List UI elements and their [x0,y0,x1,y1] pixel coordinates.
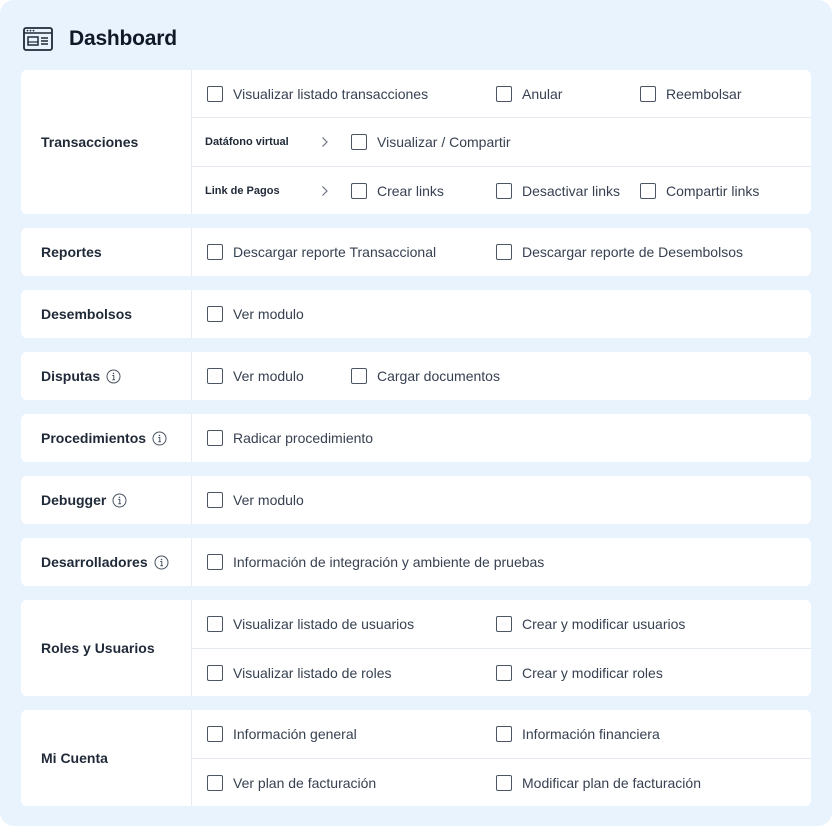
permission-row [192,117,811,165]
permission-label: Crear y modificar usuarios [522,616,686,632]
section-label-text: Debugger [41,492,107,508]
section-label-text: Transacciones [41,134,139,150]
checkbox[interactable] [496,616,512,632]
permission-visualizar-roles[interactable] [207,649,392,697]
permission-desembolsos-ver-modulo[interactable] [207,290,304,338]
checkbox[interactable] [207,616,223,632]
permission-label: Desactivar links [522,182,621,199]
permission-label: Cargar documentos [377,368,500,384]
permission-crear-links[interactable] [351,167,444,215]
section-label [21,290,192,338]
permission-row [192,648,811,697]
checkbox[interactable] [207,244,223,260]
section-mi-cuenta [21,710,811,806]
checkbox[interactable] [207,775,223,791]
permission-row [192,166,811,214]
permission-row [192,710,811,758]
permission-row [192,228,811,276]
info-icon[interactable] [112,493,127,508]
section-label [21,710,192,806]
permission-label: Reembolsar [666,86,742,102]
permission-disputas-ver-modulo[interactable] [207,352,304,400]
permission-row [192,538,811,586]
permission-row [192,414,811,462]
permission-label: Descargar reporte de Desembolsos [522,244,743,260]
permission-reporte-transaccional[interactable] [207,228,436,276]
section-label [21,538,192,586]
section-roles-usuarios [21,600,811,696]
permission-visualizar-transacciones[interactable] [207,70,428,118]
page-title: Dashboard [69,27,177,50]
permission-row [192,352,811,400]
checkbox[interactable] [351,183,367,199]
section-reportes [21,228,811,276]
permission-label: Ver plan de facturación [233,774,377,791]
permission-label: Visualizar listado de roles [233,664,392,681]
section-desembolsos [21,290,811,338]
section-procedimientos [21,414,811,462]
permission-label: Crear links [377,182,444,199]
section-label [21,476,192,524]
section-label-text: Mi Cuenta [41,750,108,766]
section-debugger [21,476,811,524]
checkbox[interactable] [496,665,512,681]
permission-label: Información financiera [522,726,660,742]
permission-row [192,290,811,338]
permission-modificar-plan-facturacion[interactable] [496,759,701,807]
checkbox[interactable] [207,665,223,681]
checkbox[interactable] [496,775,512,791]
section-label-text: Procedimientos [41,430,147,446]
section-desarrolladores [21,538,811,586]
checkbox[interactable] [207,554,223,570]
permission-row [192,70,811,117]
checkbox[interactable] [496,244,512,260]
section-label [21,228,192,276]
permission-label: Información de integración y ambiente de pruebas [233,554,545,570]
chevron-right-icon [321,118,329,166]
permission-label: Descargar reporte Transaccional [233,244,437,260]
permission-cargar-documentos[interactable] [351,352,500,400]
permission-row [192,476,811,524]
permission-anular[interactable] [496,70,562,118]
section-label-text: Desembolsos [41,306,133,322]
section-label-text: Disputas [41,368,101,384]
sub-category-datafono: Datáfono virtual [205,136,289,149]
page-header [23,24,177,54]
sub-category-link-de-pagos: Link de Pagos [205,184,280,197]
info-icon[interactable] [152,431,167,446]
section-label-text: Reportes [41,244,102,260]
checkbox[interactable] [207,368,223,384]
permission-informacion-financiera[interactable] [496,710,660,758]
checkbox[interactable] [207,306,223,322]
checkbox[interactable] [207,86,223,102]
permission-label: Ver modulo [233,492,304,508]
permission-label: Información general [233,726,357,742]
checkbox[interactable] [496,183,512,199]
info-icon[interactable] [154,555,169,570]
section-label [21,414,192,462]
permission-ver-plan-facturacion[interactable] [207,759,376,807]
permission-reembolsar[interactable] [640,70,741,118]
checkbox[interactable] [640,183,656,199]
permission-crear-modificar-roles[interactable] [496,649,663,697]
checkbox[interactable] [496,726,512,742]
checkbox[interactable] [640,86,656,102]
checkbox[interactable] [351,134,367,150]
permission-compartir-links[interactable] [640,167,759,215]
section-label [21,600,192,696]
checkbox[interactable] [496,86,512,102]
permission-label: Ver modulo [233,368,304,384]
permission-visualizar-compartir[interactable] [351,118,511,166]
checkbox[interactable] [207,492,223,508]
checkbox[interactable] [207,726,223,742]
section-label [21,70,192,214]
permission-radicar-procedimiento[interactable] [207,414,373,462]
permission-row [192,600,811,648]
permission-label: Modificar plan de facturación [522,774,701,791]
permission-reporte-desembolsos[interactable] [496,228,743,276]
checkbox[interactable] [351,368,367,384]
permission-label: Visualizar listado de usuarios [233,616,415,632]
checkbox[interactable] [207,430,223,446]
permission-desactivar-links[interactable] [496,167,620,215]
permission-visualizar-usuarios[interactable] [207,600,414,648]
section-disputas [21,352,811,400]
permission-label: Visualizar listado transacciones [233,86,429,102]
permission-label: Visualizar / Compartir [377,134,511,151]
permission-debugger-ver-modulo[interactable] [207,476,304,524]
dashboard-window-icon [23,26,53,52]
section-label-text: Desarrolladores [41,554,148,570]
chevron-right-icon [321,167,329,215]
permission-row [192,758,811,807]
section-transacciones [21,70,811,214]
permission-informacion-general[interactable] [207,710,357,758]
permission-label: Crear y modificar roles [522,664,663,681]
permission-label: Ver modulo [233,306,304,322]
permission-label: Anular [522,86,563,102]
permission-crear-modificar-usuarios[interactable] [496,600,685,648]
section-label-text: Roles y Usuarios [41,640,155,656]
info-icon[interactable] [106,369,121,384]
permission-label: Compartir links [666,182,760,199]
permission-informacion-integracion[interactable] [207,538,544,586]
section-label [21,352,192,400]
permission-label: Radicar procedimiento [233,430,374,446]
